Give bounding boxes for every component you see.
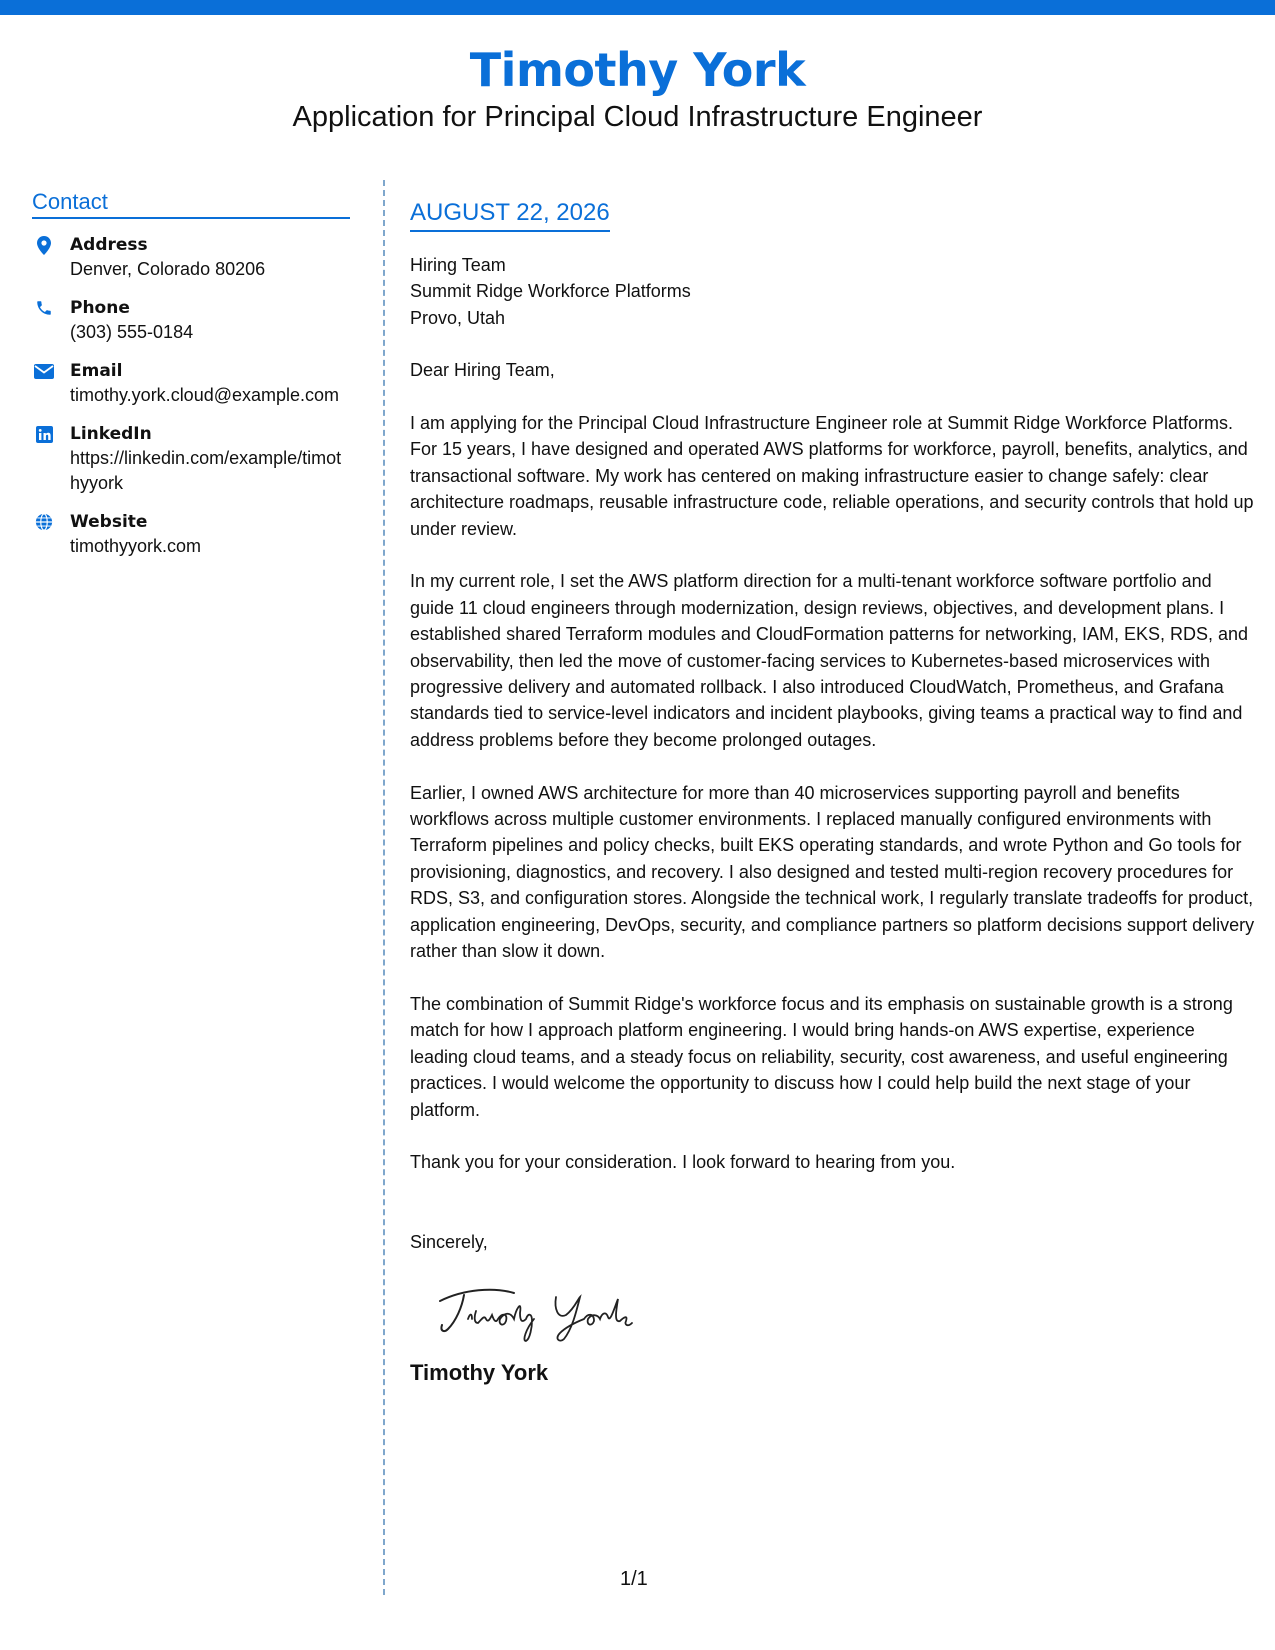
linkedin-icon (34, 424, 54, 444)
phone-value: (303) 555-0184 (70, 322, 194, 342)
address-label: Address (70, 235, 148, 255)
letter-paragraph: Thank you for your consideration. I look forward to hearing from you. (410, 1152, 956, 1173)
contact-item-phone (32, 296, 350, 345)
page-number: 1/1 (620, 1568, 648, 1590)
contact-heading: Contact (32, 188, 350, 219)
phone-icon (34, 298, 54, 318)
letter-body (410, 196, 1255, 1387)
top-accent-bar (0, 0, 1275, 15)
contact-sidebar (32, 188, 350, 573)
contact-item-website (32, 510, 350, 559)
contact-item-email (32, 359, 350, 408)
linkedin-label: LinkedIn (70, 424, 152, 444)
recipient-block (410, 252, 1255, 331)
contact-item-linkedin (32, 422, 350, 496)
letter-date: AUGUST 22, 2026 (410, 196, 610, 232)
email-value[interactable]: timothy.york.cloud@example.com (70, 385, 340, 405)
page-header (0, 40, 1275, 134)
column-divider (383, 180, 385, 1595)
address-value: Denver, Colorado 80206 (70, 259, 266, 279)
applicant-name: Timothy York (469, 43, 806, 97)
letter-greeting: Dear Hiring Team, (410, 360, 555, 381)
letter-paragraph: In my current role, I set the AWS platform direction for a multi-tenant workforce software portfolio and guide 11 cloud engineers through modernization, design reviews, objectives, and development plans. I established shared Terraform modules and CloudFormation patterns for networking, IAM, EKS, RDS, and observability, then led the move of customer-facing services to Kubernetes-based microservices with progressive delivery and automated rollback. I also introduced CloudWatch, Prometheus, and Grafana standards tied to service-level indicators and incident playbooks, giving teams a practical way to find and address problems before they become prolonged outages. (410, 571, 1249, 750)
envelope-icon (34, 361, 54, 381)
website-value[interactable]: timothyyork.com (70, 536, 202, 556)
recipient-line: Provo, Utah (410, 307, 506, 328)
application-subtitle: Application for Principal Cloud Infrastructure Engineer (292, 101, 983, 133)
letter-paragraph: I am applying for the Principal Cloud Infrastructure Engineer role at Summit Ridge Workforce Platforms. For 15 years, I have designed and operated AWS platforms for workforce, payroll, benefits, analytics, and transactional software. My work has centered on making infrastructure easier to change safely: clear architecture roadmaps, reusable infrastructure code, reliable operations, and security controls that hold up under review. (410, 413, 1254, 539)
location-pin-icon (34, 235, 54, 255)
handwritten-signature (434, 1279, 664, 1343)
recipient-line: Summit Ridge Workforce Platforms (410, 281, 691, 302)
email-label: Email (70, 361, 123, 381)
phone-label: Phone (70, 298, 130, 318)
contact-item-address (32, 233, 350, 282)
signer-name: Timothy York (410, 1360, 549, 1386)
letter-closing: Sincerely, (410, 1231, 488, 1252)
letter-paragraph: Earlier, I owned AWS architecture for more than 40 microservices supporting payroll and benefits workflows across multiple customer environments. I replaced manually configured environments with Terraform pipelines and policy checks, built EKS operating standards, and wrote Python and Go tools for provisioning, diagnostics, and recovery. I also designed and tested multi-region recovery procedures for RDS, S3, and configuration stores. Alongside the technical work, I regularly translate tradeoffs for product, application engineering, DevOps, security, and compliance partners so platform decisions support delivery rather than slow it down. (410, 782, 1255, 962)
website-label: Website (70, 512, 148, 532)
linkedin-value[interactable]: https://linkedin.com/example/timothyyork (70, 448, 342, 493)
letter-paragraph: The combination of Summit Ridge's workforce focus and its emphasis on sustainable growth is a strong match for how I approach platform engineering. I would bring hands-on AWS expertise, experience leading cloud teams, and a steady focus on reliability, security, cost awareness, and useful engineering practices. I would welcome the opportunity to discuss how I could help build the next stage of your platform. (410, 993, 1233, 1120)
recipient-line: Hiring Team (410, 255, 506, 275)
globe-icon (34, 512, 54, 532)
